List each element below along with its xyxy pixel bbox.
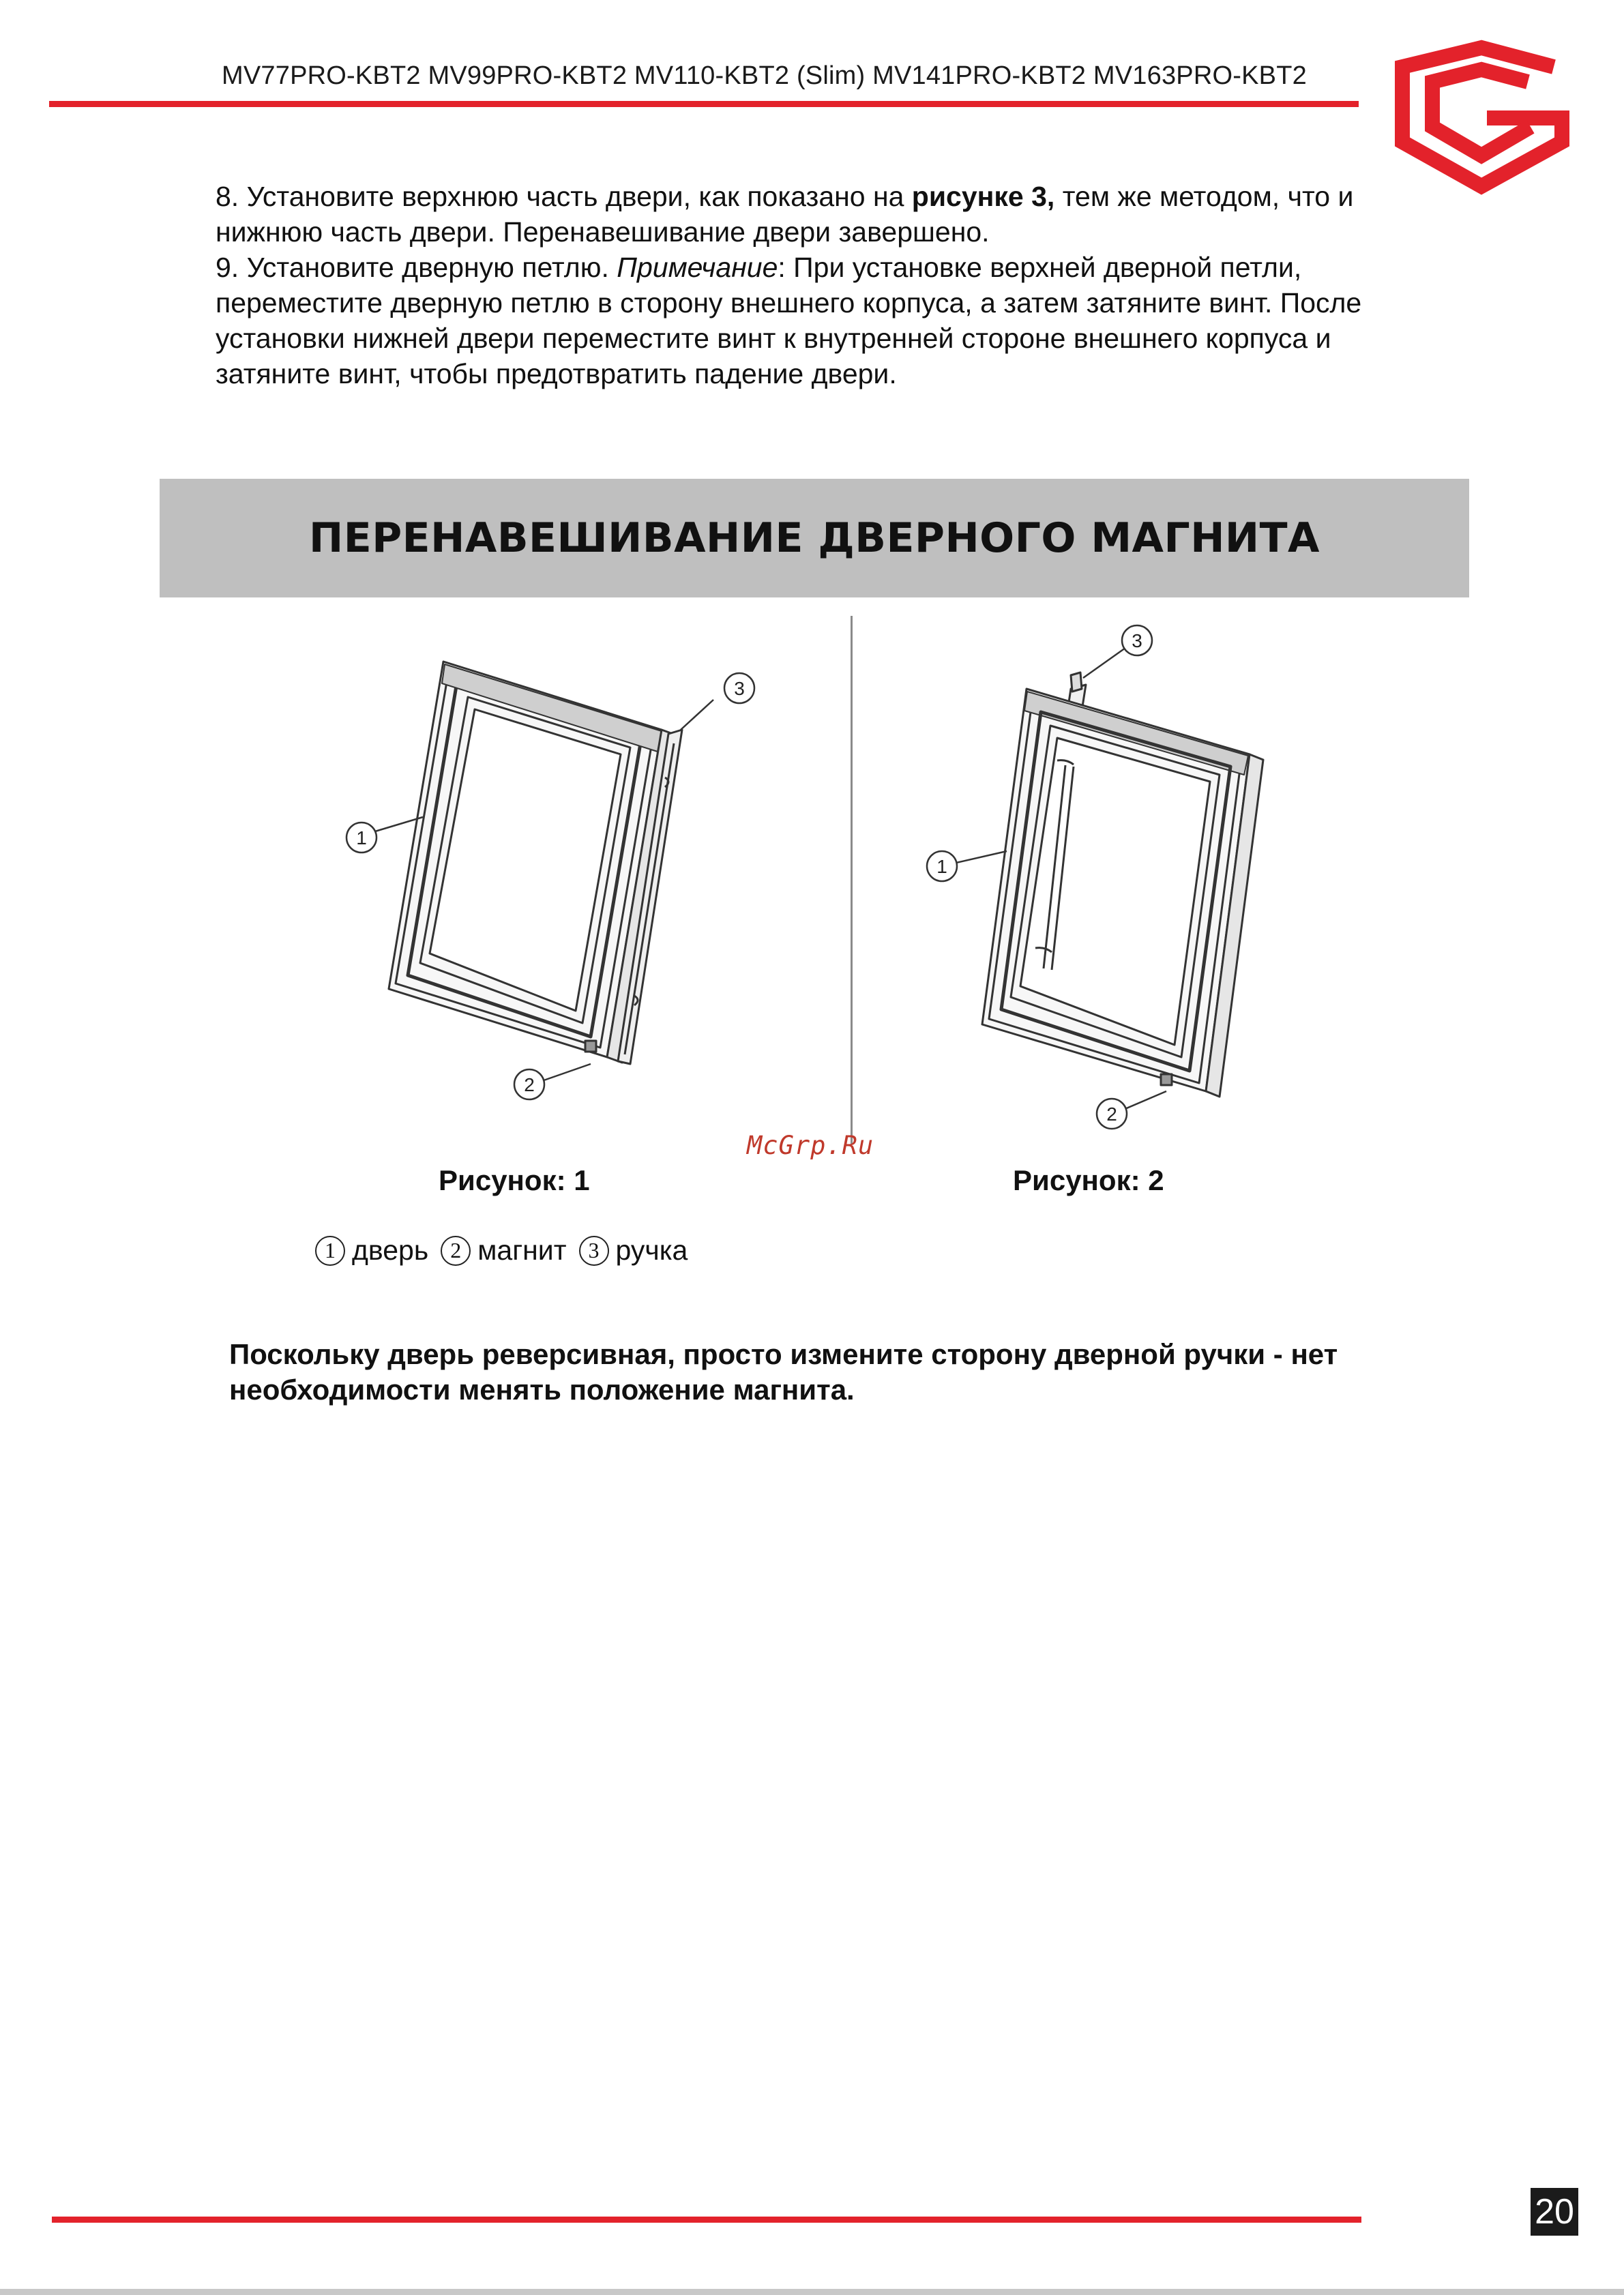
step-8-text-cont: тем же методом, что и нижнюю часть двери. Перенавешивание двери завершено.	[216, 181, 1354, 248]
step-9	[216, 250, 1436, 391]
section-title: ПЕРЕНАВЕШИВАНИЕ ДВЕРНОГО МАГНИТА	[309, 514, 1320, 562]
legend-item-magnet	[441, 1234, 566, 1267]
step-8	[216, 179, 1436, 250]
legend-number-3: 3	[579, 1236, 609, 1266]
figure-2-door-diagram	[914, 621, 1310, 1139]
fig1-callout-3: 3	[734, 678, 745, 699]
legend-item-door	[315, 1234, 428, 1267]
legend-number-1: 1	[315, 1236, 345, 1266]
section-header-bar	[160, 479, 1469, 597]
step-9-text: 9. Установите дверную петлю.	[216, 252, 617, 283]
figure-divider	[851, 616, 853, 1144]
step-9-note-label: Примечание	[617, 252, 778, 283]
legend-label-handle: ручка	[615, 1234, 688, 1266]
figure-2-caption: Рисунок: 2	[1013, 1164, 1164, 1196]
watermark: McGrp.Ru	[747, 1131, 874, 1160]
fig1-callout-2: 2	[524, 1074, 535, 1095]
brand-logo-icon	[1391, 40, 1572, 196]
header-rule	[49, 101, 1359, 107]
fig2-callout-1: 1	[936, 856, 947, 877]
step-8-text: 8. Установите верхнюю часть двери, как показано на	[216, 181, 912, 212]
figure-legend	[315, 1234, 692, 1267]
legend-item-handle	[579, 1234, 688, 1267]
figure-1-door-diagram	[327, 634, 764, 1112]
fig2-callout-3: 3	[1132, 630, 1142, 651]
footer-rule	[52, 2217, 1361, 2223]
legend-number-2: 2	[441, 1236, 471, 1266]
step-8-bold: рисунке 3,	[911, 181, 1055, 212]
header-models: MV77PRO-KBT2 MV99PRO-KBT2 MV110-KBT2 (Slim) MV141PRO-KBT2 MV163PRO-KBT2	[222, 61, 1307, 90]
instruction-text	[216, 179, 1436, 391]
step-9-text-cont: : При установке верхней дверной петли, переместите дверную петлю в сторону внешнего корпуса, а затем затяните винт. После установки нижней двери переместите винт к внутренней стороне внешнего корпуса и затяните винт, чтобы предотвратить падение двери.	[216, 252, 1362, 389]
page-bottom-edge	[0, 2289, 1624, 2295]
legend-label-magnet: магнит	[477, 1234, 567, 1266]
page-number: 20	[1531, 2188, 1578, 2236]
fig1-callout-1: 1	[356, 827, 367, 848]
fig2-callout-2: 2	[1106, 1104, 1117, 1125]
legend-label-door: дверь	[352, 1234, 429, 1266]
reversible-door-note: Поскольку дверь реверсивная, просто измените сторону дверной ручки - нет необходимости менять положение магнита.	[229, 1338, 1338, 1406]
figure-1-caption: Рисунок: 1	[439, 1164, 590, 1196]
